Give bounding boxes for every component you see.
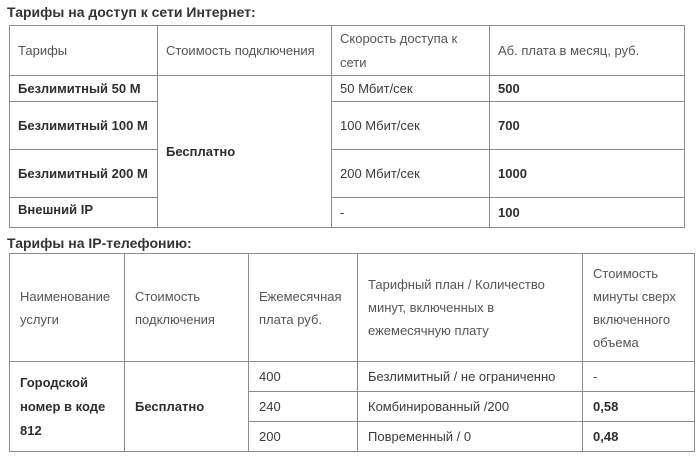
table-row xyxy=(10,102,685,150)
telephony-tariffs-title: Тарифы на IP-телефонию: xyxy=(7,235,192,251)
table-row xyxy=(10,150,685,198)
table-row xyxy=(10,362,695,392)
tariff-fee: 500 xyxy=(490,76,685,102)
service-name: Городской номер в коде 812 xyxy=(10,362,125,452)
tariff-plan: Повременный / 0 xyxy=(358,422,583,452)
extra-minute-cost: 0,58 xyxy=(583,392,695,422)
column-header-connection-cost: Стоимость подключения xyxy=(125,254,249,362)
column-header-speed: Скорость доступа к сети xyxy=(332,26,490,76)
tariff-speed: 50 Мбит/сек xyxy=(332,76,490,102)
tariff-name: Безлимитный 200 М xyxy=(10,150,158,198)
monthly-fee: 240 xyxy=(249,392,358,422)
connection-cost: Бесплатно xyxy=(125,362,249,452)
monthly-fee: 400 xyxy=(249,362,358,392)
table-row xyxy=(10,76,685,102)
column-header-service-name: Наименование услуги xyxy=(10,254,125,362)
tariff-speed: 100 Мбит/сек xyxy=(332,102,490,150)
column-header-connection-cost: Стоимость подключения xyxy=(158,26,332,76)
tariff-plan: Безлимитный / не ограниченно xyxy=(358,362,583,392)
table-header-row xyxy=(10,254,695,362)
tariff-fee: 1000 xyxy=(490,150,685,198)
telephony-tariffs-table xyxy=(9,253,695,452)
internet-tariffs-table xyxy=(9,25,685,228)
column-header-tariffs: Тарифы xyxy=(10,26,158,76)
tariff-plan: Комбинированный /200 xyxy=(358,392,583,422)
monthly-fee: 200 xyxy=(249,422,358,452)
tariff-fee: 100 xyxy=(490,198,685,228)
tariff-name: Внешний IP xyxy=(10,198,158,228)
tariff-name: Безлимитный 50 М xyxy=(10,76,158,102)
column-header-extra-minute-cost: Стоимость минуты сверх включенного объема xyxy=(583,254,695,362)
tariff-speed: 200 Мбит/сек xyxy=(332,150,490,198)
internet-tariffs-title: Тарифы на доступ к сети Интернет: xyxy=(7,4,256,20)
extra-minute-cost: - xyxy=(583,362,695,392)
column-header-monthly-fee: Ежемесячная плата руб. xyxy=(249,254,358,362)
tariff-fee: 700 xyxy=(490,102,685,150)
connection-cost: Бесплатно xyxy=(158,76,332,228)
table-header-row xyxy=(10,26,685,76)
tariff-speed: - xyxy=(332,198,490,228)
table-row xyxy=(10,198,685,228)
extra-minute-cost: 0,48 xyxy=(583,422,695,452)
tariff-name: Безлимитный 100 М xyxy=(10,102,158,150)
column-header-monthly-fee: Аб. плата в месяц, руб. xyxy=(490,26,685,76)
column-header-tariff-plan: Тарифный план / Количество минут, включенных в ежемесячную плату xyxy=(358,254,583,362)
